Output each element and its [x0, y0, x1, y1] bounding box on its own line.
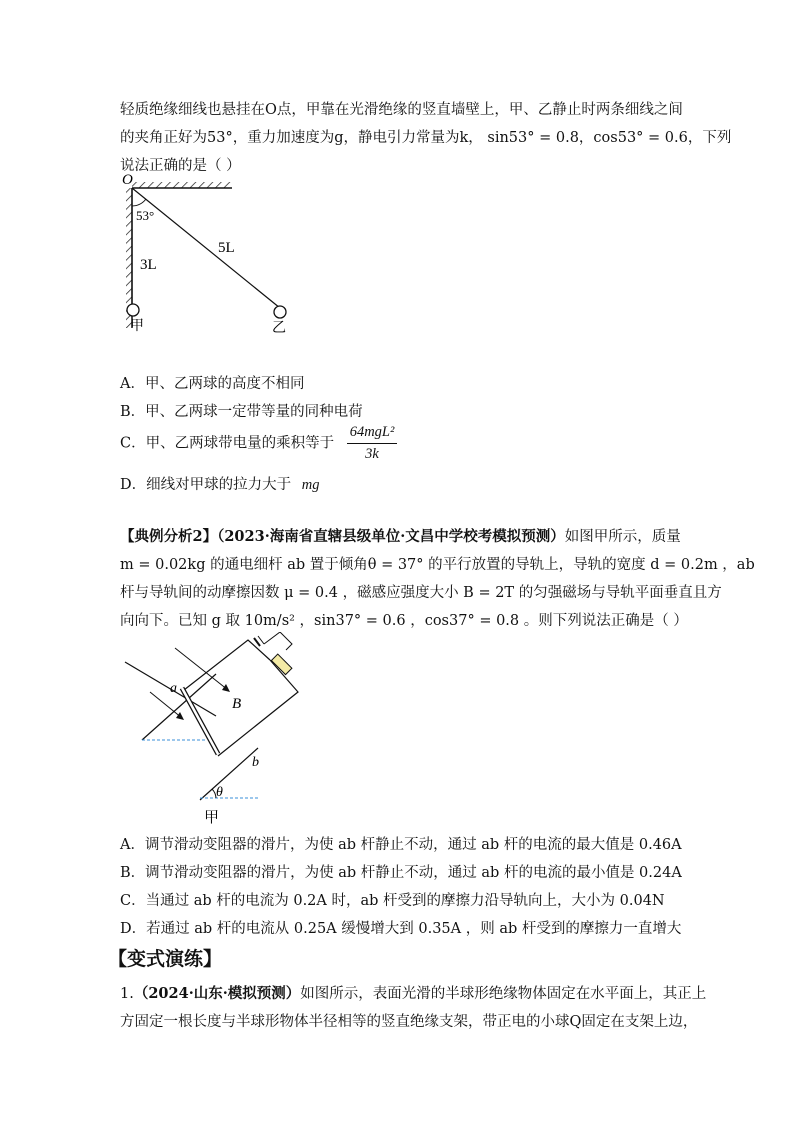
problem2-line2: m = 0.02kg 的通电细杆 ab 置于倾角θ = 37° 的平行放置的导轨上，导轨的宽度 d = 0.2m ，ab — [120, 557, 755, 573]
problem1-line1: 轻质绝缘细线也悬挂在O点，甲靠在光滑绝缘的竖直墙壁上，甲、乙静止时两条细线之间 — [120, 102, 683, 118]
fraction-denominator: 3k — [365, 446, 379, 462]
label-b: b — [252, 755, 259, 770]
problem1-line3: 说法正确的是（ ） — [120, 158, 241, 174]
option-c-fraction — [347, 424, 398, 463]
field-arrow-1-head — [222, 684, 230, 692]
problem3-source: （2024·山东·模拟预测） — [133, 985, 301, 1002]
rod-ab-inner — [182, 688, 218, 754]
problem1-option-b: B．甲、乙两球一定带等量的同种电荷 — [120, 404, 363, 420]
problem3-line1-rest: 如图所示，表面光滑的半球形绝缘物体固定在水平面上，其正上 — [300, 986, 707, 1002]
problem1-line2: 的夹角正好为53°，重力加速度为g，静电引力常量为k， sin53° = 0.8，cos53° = 0.6，下列 — [120, 130, 732, 146]
problem2-source: （2023·海南省直辖县级单位·文昌中学校考模拟预测） — [217, 528, 565, 545]
problem2-option-d: D．若通过 ab 杆的电流从 0.25A 缓慢增大到 0.35A ，则 ab 杆受到的摩擦力一直增大 — [120, 921, 682, 937]
problem2-line4: 向向下。已知 g 取 10m/s² ，sin37° = 0.6 ，cos37° = 0.8 。则下列说法正确是（ ） — [120, 613, 688, 629]
rheostat-slider-wire — [264, 632, 292, 650]
ball-jia — [127, 304, 139, 316]
fraction-numerator: 64mgL² — [347, 424, 398, 444]
option-d-prefix: D．细线对甲球的拉力大于 — [120, 477, 292, 493]
label-theta: θ — [216, 785, 223, 800]
label-5L: 5L — [218, 240, 235, 256]
problem2-line3: 杆与导轨间的动摩擦因数 μ = 0.4 ，磁感应强度大小 B = 2T 的匀强磁场与导轨平面垂直且方 — [120, 585, 722, 601]
problem2-option-c: C．当通过 ab 杆的电流为 0.2A 时，ab 杆受到的摩擦力沿导轨向上，大小为 0.04N — [120, 893, 665, 909]
field-arrow-1 — [175, 648, 228, 690]
label-jia-2: 甲 — [204, 810, 220, 826]
problem2-tag: 【典例分析2】 — [120, 528, 218, 545]
problem3-line1 — [120, 982, 706, 1003]
label-a: a — [170, 681, 177, 696]
problem1-figure — [112, 172, 312, 337]
problem2-line1-rest: 如图甲所示，质量 — [564, 529, 681, 545]
problem3-number: 1. — [120, 986, 134, 1002]
thread-5L — [132, 188, 280, 308]
field-arrow-2-head — [176, 712, 184, 720]
label-jia: 甲 — [130, 319, 144, 334]
problem3-line2: 方固定一根长度与半球形物体半径相等的竖直绝缘支架，带正电的小球Q固定在支架上边， — [120, 1014, 698, 1030]
label-O: O — [122, 172, 133, 188]
option-c-prefix: C．甲、乙两球带电量的乘积等于 — [120, 435, 335, 452]
label-angle: 53° — [136, 208, 155, 223]
problem2-option-a: A．调节滑动变阻器的滑片，为使 ab 杆静止不动，通过 ab 杆的电流的最大值是 0.46A — [120, 837, 682, 853]
ball-yi — [274, 306, 286, 318]
label-B: B — [232, 696, 242, 712]
section-heading: 【变式演练】 — [108, 948, 223, 970]
problem1-option-c — [120, 424, 397, 463]
rail-lower-diag — [200, 748, 258, 800]
problem2-option-b: B．调节滑动变阻器的滑片，为使 ab 杆静止不动，通过 ab 杆的电流的最小值是 0.24A — [120, 865, 682, 881]
field-arrow-2 — [150, 692, 182, 718]
problem2-line1 — [120, 525, 681, 546]
problem1-option-a: A．甲、乙两球的高度不相同 — [120, 376, 305, 392]
label-3L: 3L — [140, 257, 157, 273]
ceiling-hatch — [132, 182, 232, 188]
angle-arc — [132, 199, 146, 206]
problem1-option-d — [120, 473, 319, 494]
option-d-mg: mg — [301, 477, 320, 493]
label-yi: 乙 — [272, 321, 286, 336]
battery-plate-long — [254, 638, 260, 646]
problem2-figure — [120, 632, 320, 830]
battery-plate-short — [258, 636, 264, 644]
